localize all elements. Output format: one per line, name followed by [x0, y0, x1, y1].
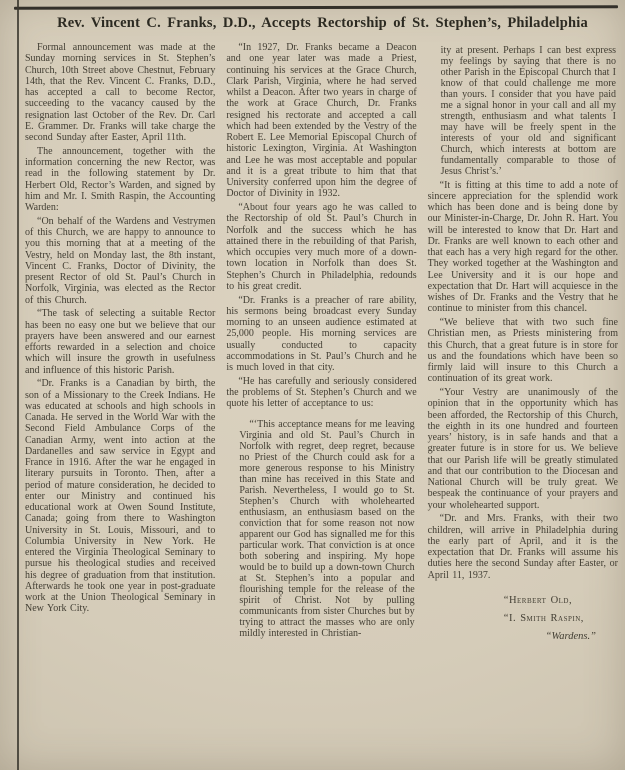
column-3	[428, 42, 618, 766]
paragraph: “It is fitting at this time to add a note of sincere appreciation for the splendid work which has been done and is being done by our Minister-in-Charge, Dr. John R. Hart. You will be interested to know that Dr. Hart and Dr. Franks are well known to each other and that each has a very high regard for the other. They worked together at the Washington and Lee University and it is our hope and expectation that Dr. Hart will acquiesce in the wishes of Dr. Franks and the Vestry that he continue to minister from this chancel.	[427, 179, 618, 315]
signature-line: “Herbert Old,	[503, 594, 573, 606]
paragraph: “Dr. Franks is a preacher of rare ability, his sermons being broadcast every Sunday morning to an unseen audience estimated at 25,000 people. His morning services are usually conducted to capacity accommodations in St. Paul’s Church and he is much loved in that city.	[226, 294, 417, 373]
article-title: Rev. Vincent C. Franks, D.D., Accepts Rectorship of St. Stephen’s, Philadelphia	[57, 15, 588, 31]
left-edge-rule	[17, 0, 19, 770]
signature-line: “Wardens.”	[545, 631, 596, 643]
letter-quote: “‘This acceptance means for me leaving Virginia and old St. Paul’s Church in Norfolk with regret, deep regret, because no Priest of the Church could ask for a more generous response to his Ministry than mine has received in this State and Parish. Nevertheless, I would go to St. Stephen’s Church with wholehearted enthusiasm, an enthusiasm based on the conviction that for some reason not now apparent our God has signalled me for this particular work. That conviction is at once both sobering and inspiring. My hope would be to build up a down-town Church at St. Stephen’s into a popular and flourishing temple for the release of the spirit of Christ. Not by pulling communicants from sister Churches but by trying to attract the masses who are only mildly interested in Christian-	[239, 418, 415, 639]
column-2	[226, 42, 416, 766]
article-body	[25, 42, 618, 766]
paragraph: “About four years ago he was called to the Rectorship of old St. Paul’s Church in Norfolk and the success which he has attained there in the rebuilding of that Parish, which occupies very much more of a down-town location in Norfolk than does St. Stephen’s Church in Philadelphia, redounds to his great credit.	[226, 202, 417, 292]
paragraph: “Dr. Franks is a Canadian by birth, the son of a Missionary to the Creek Indians. He was educated at schools and high schools in Canada. He served in the World War with the Second Field Ambulance Corps of the Canadian Army, went into action at the Dardanelles and saw service in Egypt and France in 1916. After the war he engaged in literary pursuits in Toronto. Then, after a period of mature consideration, he decided to enter our Ministry and continued his educational work at Owen Sound Institute, Canada; going from there to Washington University in St. Louis, Missouri, and to Columbia University in New York. He entered the Virginia Theological Seminary to pursue his theological studies and received his degree of graduation from that institution. Afterwards he took one year in post-graduate work at the Union Theological Seminary in New York City.	[25, 378, 216, 615]
paragraph: “Dr. and Mrs. Franks, with their two children, will arrive in Philadelphia during the early part of April, and it is the expectation that Dr. Franks will assume his duties here the second Sunday after Easter, or April 11, 1937.	[427, 513, 618, 581]
paragraph: “The task of selecting a suitable Rector has been no easy one but we believe that our prayers have been answered and our earnest efforts rewarded in a selection and choice which will insure the growth in usefulness and influence of this historic Parish.	[25, 308, 216, 376]
signature-block	[428, 595, 618, 643]
paragraph: “He has carefully and seriously considered the problems of St. Stephen’s Church and we quote his letter of acceptance to us:	[226, 375, 417, 410]
paragraph: “In 1927, Dr. Franks became a Deacon and one year later was made a Priest, continuing his services at the Grace Church, Clark Parish, Virginia, where he had served whilst a Deacon. After two years in charge of the work at Grace Church, Dr. Franks resigned his rectorate and accepted a call which had been extended by the Vestry of the Robert E. Lee Memorial Episcopal Church of historic Lexington, Virginia. At Washington and Lee he was most acceptable and popular and it is a great tribute to him that that University conferred upon him the degree of Doctor of Divinity in 1932.	[226, 42, 417, 200]
signature-line: “I. Smith Raspin,	[503, 613, 584, 624]
paragraph: “On behalf of the Wardens and Vestrymen of this Church, we are happy to announce to you this morning that at a meeting of the Vestry, held on Monday last, the 8th instant, Vincent C. Franks, Doctor of Divinity, the present Rector of old St. Paul’s Church in Norfolk, Virginia, was elected as the Rector of this Church.	[25, 215, 216, 306]
paragraph: Formal announcement was made at the Sunday morning services in St. Stephen’s Church, 10th Street above Chestnut, February 14th, that the Rev. Vincent C. Franks, D.D., has accepted a call to become Rector, succeeding to the vacancy caused by the resignation last October of the Rev. Dr. Carl E. Grammer. Dr. Franks will take charge the second Sunday after Easter, April 11th.	[25, 42, 216, 143]
column-1	[25, 42, 215, 766]
paragraph: “We believe that with two such fine Christian men, as Priests ministering from this Church, that a great future is in store for us and the foundations which have been so firmly laid will insure to this Church a continuation of its great work.	[427, 317, 618, 385]
top-horizontal-rule	[14, 5, 618, 10]
paragraph: “Your Vestry are unanimously of the opinion that in the opportunity which has been afforded, the Rectorship of this Church, the eighth in its one hundred and fourteen years’ history, is in safe hands and that a greater future is in store for us. We believe that our Parish life will be greatly stimulated and that our contribution to the Diocesan and National Church will be truly great. We bespeak the continuance of your prayers and your wholehearted support.	[427, 387, 618, 511]
letter-quote-continuation: ity at present. Perhaps I can best express my feelings by saying that there is no other Parish in the Episcopal Church that I know of that could challenge me more than yours. I consider that you have paid me a signal honor in your call and all my strength, enthusiasm and what talents I may have will be freely spent in the interests of your old and significant Church, which interests at bottom are fundamentally comparable to those of Jesus Christ’s.’	[440, 45, 616, 177]
paragraph: The announcement, together with the information concerning the new Rector, was read in the following statement by Dr. Herbert Old, Rector’s Warden, and signed by him and Mr. I. Smith Raspin, the Accounting Warden:	[25, 145, 216, 213]
